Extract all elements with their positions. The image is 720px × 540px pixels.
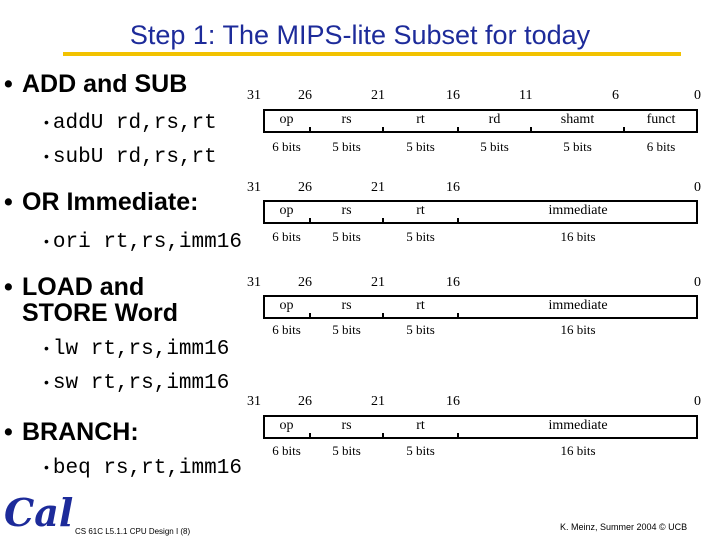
r-format-width-op: 6 bits <box>272 139 301 154</box>
sub-sw: • sw rt,rs,imm16 <box>44 372 230 395</box>
r-format-bit-label: 26 <box>298 88 312 103</box>
r-format-width-shamt: 5 bits <box>563 139 592 154</box>
sub-subu: • subU rd,rs,rt <box>44 146 217 169</box>
beq-format-field-immediate: immediate <box>548 418 608 433</box>
ori-format-field-rs: rs <box>341 203 352 218</box>
ori-format-bit-label: 0 <box>694 180 701 195</box>
ori-format-field-op: op <box>279 203 294 218</box>
bullet-branch: • BRANCH: <box>4 418 139 446</box>
lwsw-format-width-immediate: 16 bits <box>560 322 596 337</box>
r-format-width-rt: 5 bits <box>406 139 435 154</box>
r-format-field-rt: rt <box>416 112 425 127</box>
sub-sw-text: sw rt,rs,imm16 <box>52 372 230 395</box>
sub-lw-text: lw rt,rs,imm16 <box>52 338 230 361</box>
lwsw-format-field-rt: rt <box>416 298 425 313</box>
sub-ori: • ori rt,rs,imm16 <box>44 231 242 254</box>
bullet-add-sub: • ADD and SUB <box>4 70 188 98</box>
beq-format-field-op: op <box>279 418 294 433</box>
beq-format-bit-label: 16 <box>446 394 460 409</box>
ori-format-bit-label: 31 <box>247 180 261 195</box>
r-format-width-rs: 5 bits <box>332 139 361 154</box>
r-format-field-op: op <box>279 112 294 127</box>
ori-format-width-rs: 5 bits <box>332 229 361 244</box>
sub-addu: • addU rd,rs,rt <box>44 112 217 135</box>
ori-format-width-immediate: 16 bits <box>560 229 596 244</box>
slide-title: Step 1: The MIPS-lite Subset for today <box>129 20 591 50</box>
sub-beq: • beq rs,rt,imm16 <box>44 457 242 480</box>
bullet-add-sub-text: ADD and SUB <box>22 70 188 98</box>
sub-ori-text: ori rt,rs,imm16 <box>52 231 242 254</box>
r-format-bit-label: 16 <box>446 88 460 103</box>
r-format-field-rs: rs <box>341 112 352 127</box>
sub-lw: • lw rt,rs,imm16 <box>44 338 230 361</box>
lwsw-format-field-immediate: immediate <box>548 298 608 313</box>
bullet-load-store-line1: LOAD and <box>22 273 145 301</box>
ori-format-width-rt: 5 bits <box>406 229 435 244</box>
sub-subu-text: subU rd,rs,rt <box>52 146 217 169</box>
bullet-or-immediate-text: OR Immediate: <box>22 188 199 216</box>
lwsw-format-bit-label: 31 <box>247 275 261 290</box>
ori-format-bit-label: 21 <box>371 180 385 195</box>
ori-format-width-op: 6 bits <box>272 229 301 244</box>
beq-format-bit-label: 31 <box>247 394 261 409</box>
bullet-load-store: • LOAD and STORE Word <box>4 273 179 327</box>
beq-format-field-rt: rt <box>416 418 425 433</box>
r-format-field-shamt: shamt <box>560 112 595 127</box>
r-format-width-rd: 5 bits <box>480 139 509 154</box>
lwsw-format-bit-label: 16 <box>446 275 460 290</box>
lwsw-format-bit-label: 0 <box>694 275 701 290</box>
beq-format-bit-label: 21 <box>371 394 385 409</box>
beq-format-width-immediate: 16 bits <box>560 443 596 458</box>
footer-credit: K. Meinz, Summer 2004 © UCB <box>560 522 688 532</box>
beq-format-width-rt: 5 bits <box>406 443 435 458</box>
r-format-bit-label: 0 <box>694 88 701 103</box>
bullet-load-store-line2: STORE Word <box>22 299 179 327</box>
sub-beq-text: beq rs,rt,imm16 <box>52 457 242 480</box>
lwsw-format-width-rs: 5 bits <box>332 322 361 337</box>
lwsw-format-field-op: op <box>279 298 294 313</box>
sub-addu-text: addU rd,rs,rt <box>52 112 217 135</box>
ori-format-field-rt: rt <box>416 203 425 218</box>
cal-logo-text: Cal <box>4 490 74 535</box>
r-format-bit-label: 31 <box>247 88 261 103</box>
r-format-bit-label: 21 <box>371 88 385 103</box>
lwsw-format-bit-label: 26 <box>298 275 312 290</box>
lwsw-format-width-rt: 5 bits <box>406 322 435 337</box>
lwsw-format-field-rs: rs <box>341 298 352 313</box>
footer-course: CS 61C L5.1.1 CPU Design I (8) <box>75 527 191 536</box>
r-format-width-funct: 6 bits <box>646 139 676 154</box>
beq-format-bit-label: 0 <box>694 394 701 409</box>
ori-format-bit-label: 16 <box>446 180 460 195</box>
ori-format-field-immediate: immediate <box>548 203 608 218</box>
beq-format-bit-label: 26 <box>298 394 312 409</box>
bullet-or-immediate: • OR Immediate: <box>4 188 199 216</box>
beq-format-width-rs: 5 bits <box>332 443 361 458</box>
r-format-bit-label: 6 <box>612 88 619 103</box>
ori-format-bit-label: 26 <box>298 180 312 195</box>
r-format-field-funct: funct <box>646 112 676 127</box>
lwsw-format-bit-label: 21 <box>371 275 385 290</box>
cal-logo <box>2 486 74 536</box>
bullet-branch-text: BRANCH: <box>22 418 139 446</box>
lwsw-format-width-op: 6 bits <box>272 322 301 337</box>
beq-format-width-op: 6 bits <box>272 443 301 458</box>
beq-format-field-rs: rs <box>341 418 352 433</box>
r-format-field-rd: rd <box>488 112 501 127</box>
r-format-bit-label: 11 <box>519 88 533 103</box>
